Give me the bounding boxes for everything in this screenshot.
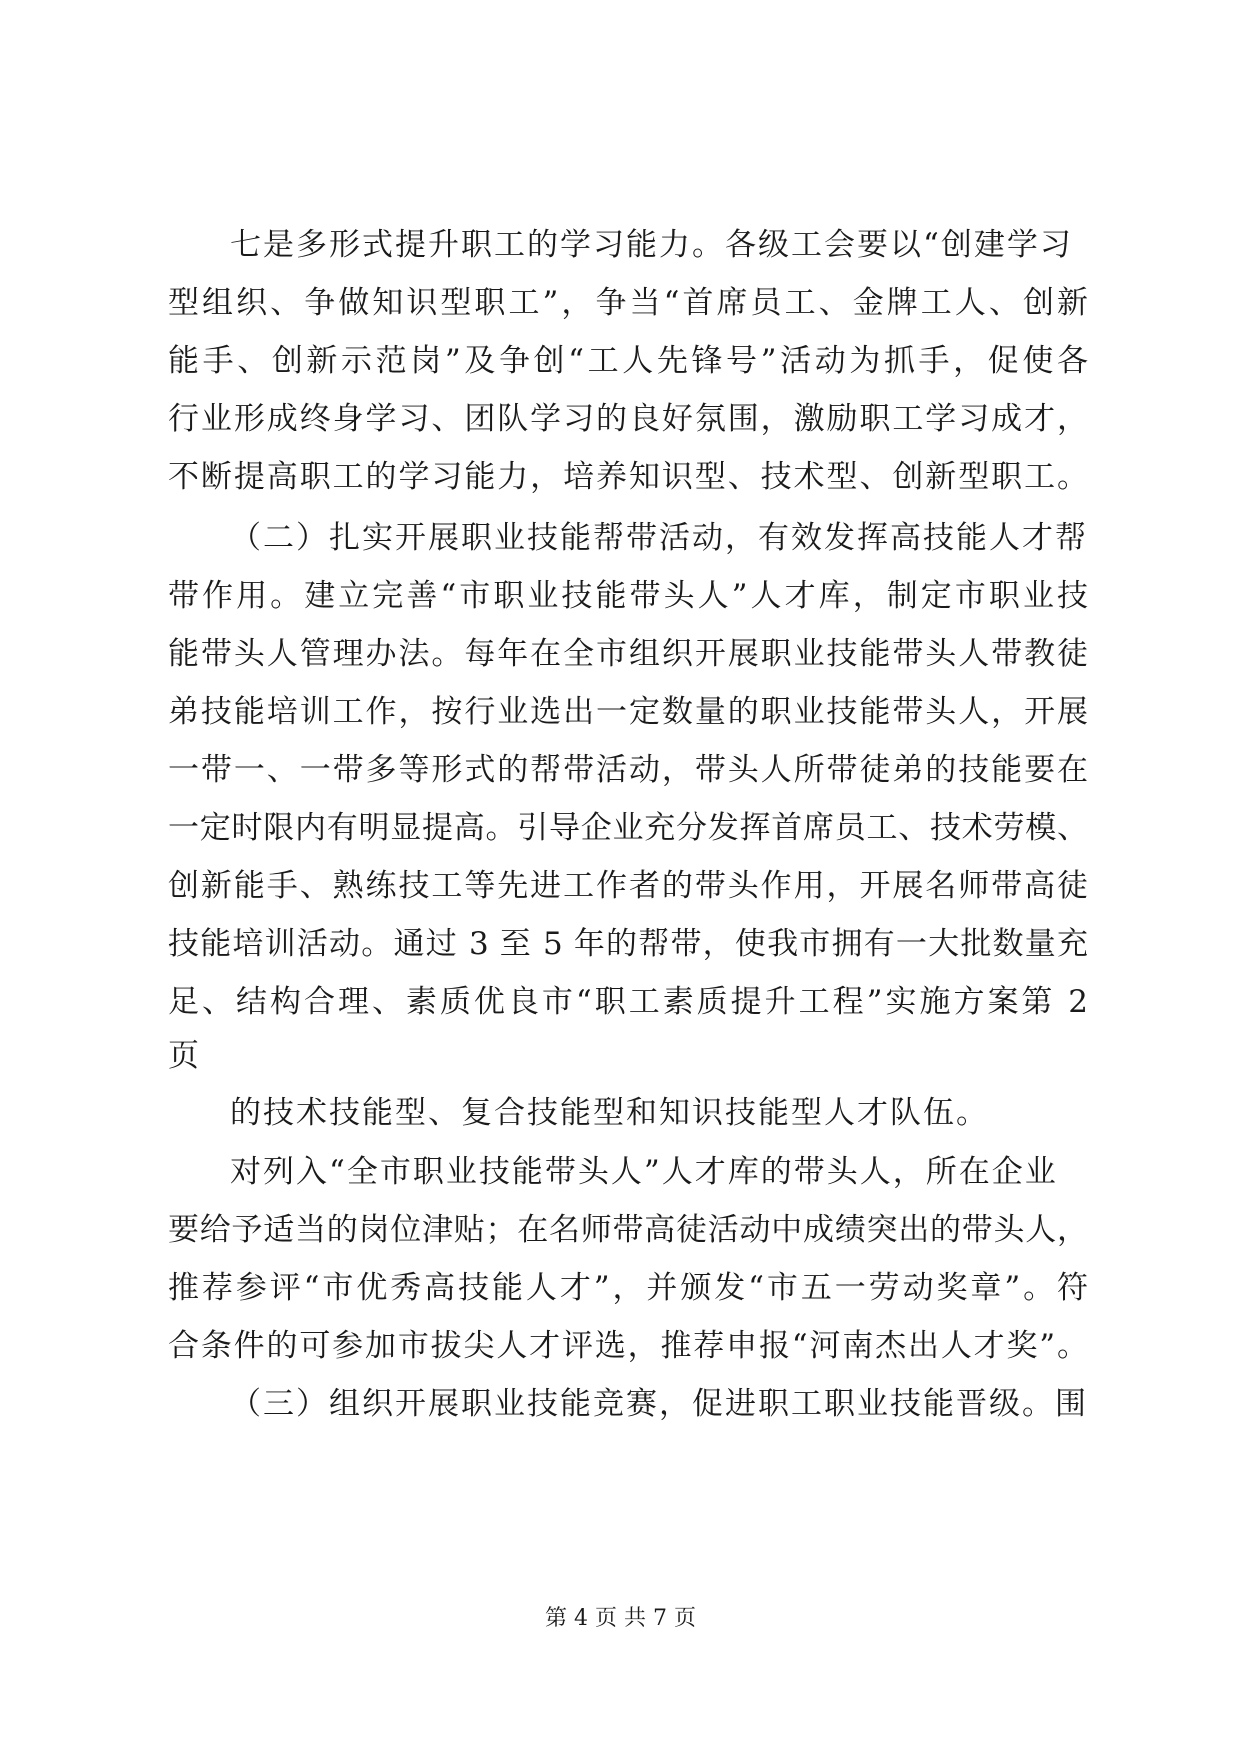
text-line: 型组织、争做知识型职工”，争当“首席员工、金牌工人、创新 (168, 285, 1088, 321)
page-number-footer: 第 4 页 共 7 页 (545, 1606, 696, 1631)
text-line: 七是多形式提升职工的学习能力。各级工会要以“创建学习 (230, 227, 1073, 263)
text-line: 推荐参评“市优秀高技能人才”，并颁发“市五一劳动奖章”。符 (168, 1270, 1088, 1306)
text-line: 的技术技能型、复合技能型和知识技能型人才队伍。 (230, 1095, 989, 1131)
text-line: 技能培训活动。通过 3 至 5 年的帮带，使我市拥有一大批数量充 (168, 926, 1088, 962)
text-line: 带作用。建立完善“市职业技能带头人”人才库，制定市职业技 (168, 578, 1088, 614)
text-line: 弟技能培训工作，按行业选出一定数量的职业技能带头人，开展 (168, 694, 1088, 730)
text-line: 能手、创新示范岗”及争创“工人先锋号”活动为抓手，促使各 (168, 343, 1088, 379)
text-line: 不断提高职工的学习能力，培养知识型、技术型、创新型职工。 (168, 459, 1088, 495)
text-line: 页 (168, 1038, 201, 1074)
text-line: 足、结构合理、素质优良市“职工素质提升工程”实施方案第 2 (168, 984, 1088, 1020)
text-line: 合条件的可参加市拔尖人才评选，推荐申报“河南杰出人才奖”。 (168, 1328, 1088, 1364)
text-line: 一定时限内有明显提高。引导企业充分发挥首席员工、技术劳模、 (168, 810, 1088, 846)
text-line: （三）组织开展职业技能竞赛，促进职工职业技能晋级。围 (230, 1386, 1088, 1422)
text-line: 创新能手、熟练技工等先进工作者的带头作用，开展名师带高徒 (168, 868, 1088, 904)
text-line: 对列入“全市职业技能带头人”人才库的带头人，所在企业 (230, 1154, 1058, 1190)
text-line: （二）扎实开展职业技能帮带活动，有效发挥高技能人才帮 (230, 520, 1088, 556)
text-line: 能带头人管理办法。每年在全市组织开展职业技能带头人带教徒 (168, 636, 1088, 672)
text-line: 一带一、一带多等形式的帮带活动，带头人所带徒弟的技能要在 (168, 752, 1088, 788)
text-line: 要给予适当的岗位津贴；在名师带高徒活动中成绩突出的带头人， (168, 1212, 1088, 1248)
text-line: 行业形成终身学习、团队学习的良好氛围，激励职工学习成才， (168, 401, 1088, 437)
